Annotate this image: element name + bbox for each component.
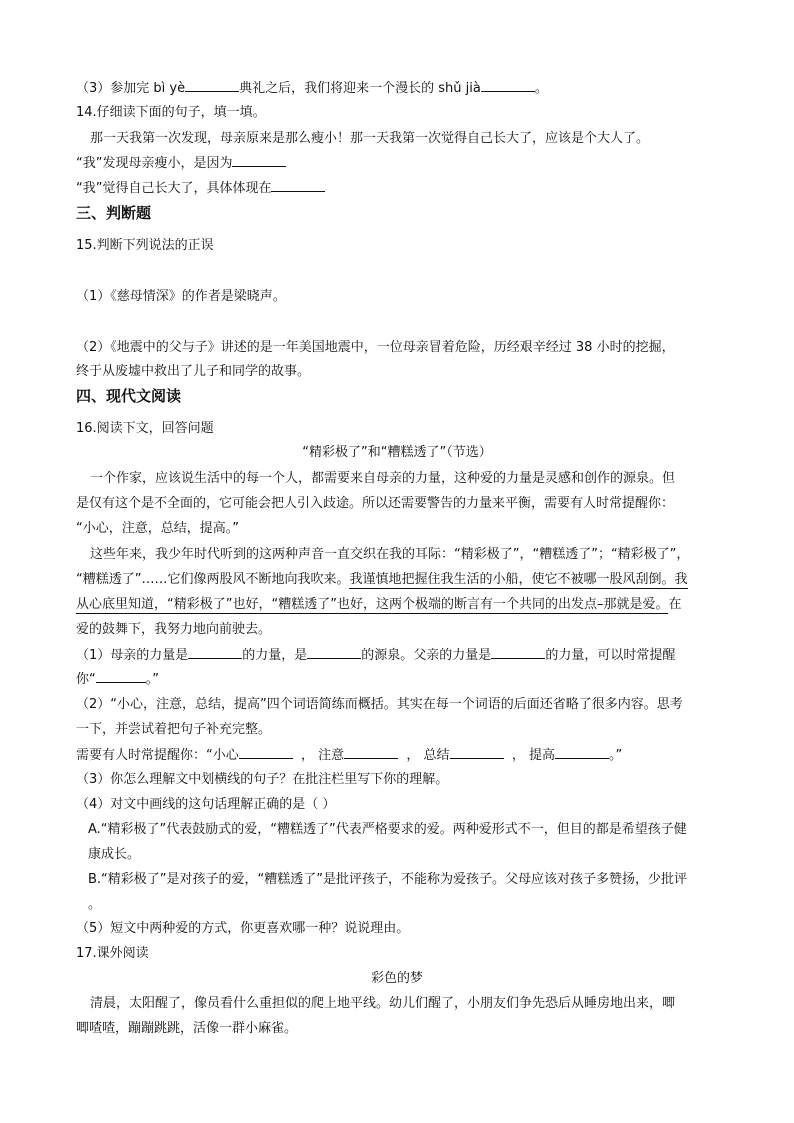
q15-item2-line1: （2）《地震中的父与子》讲述的是一年美国地震中，一位母亲冒着危险，历经艰辛经过 38 小时的挖掘， bbox=[76, 340, 675, 355]
q15-item2-line2: 终于从废墟中救出了儿子和同学的故事。 bbox=[76, 364, 311, 379]
answer-blank[interactable] bbox=[555, 746, 609, 759]
q16-sub1-line2 bbox=[76, 670, 726, 689]
q16-sub1-line1 bbox=[76, 646, 726, 665]
q16-p1-line1: 一个作家，应该说生活中的每一个人，都需要来自母亲的力量，这种爱的力量是灵感和创作的源泉。但 bbox=[90, 471, 676, 486]
answer-blank[interactable] bbox=[96, 670, 146, 683]
q16-sub1-l2-a: 你“ bbox=[76, 672, 96, 687]
q16-p2-line3-end: 在 bbox=[668, 597, 682, 612]
underlined-sentence-cont: 从心底里知道，“精彩极了”也好，“糟糕透了”也好，这两个极端的断言有一个共同的出发点–那就是爱。 bbox=[76, 597, 669, 612]
q17-title: 17.课外阅读 bbox=[76, 946, 149, 961]
section-heading-3: 三、判断题 bbox=[76, 204, 152, 222]
q13-item3 bbox=[76, 79, 726, 98]
underlined-sentence-start: 我 bbox=[674, 572, 688, 587]
q13-item3-text-b: 典礼之后，我们将迎来一个漫长的 shǔ jià bbox=[239, 81, 481, 96]
q16-sub1-text-d: 的力量，可以时常提醒 bbox=[545, 648, 676, 663]
q16-p2-line3 bbox=[76, 596, 726, 614]
answer-blank[interactable] bbox=[232, 154, 286, 167]
q13-item3-text-a: （3）参加完 bì yè bbox=[76, 81, 186, 96]
q16-sub1-l2-b: 。” bbox=[145, 672, 159, 687]
underlined-sentence: 我谨慎地把握住我生活的小船，使它不被哪一股风刮倒。 bbox=[349, 572, 675, 587]
q15-title: 15.判断下列说法的正误 bbox=[76, 238, 214, 253]
q14-line1 bbox=[76, 154, 726, 173]
answer-blank[interactable] bbox=[185, 79, 239, 92]
q16-sub2-l3-a: 需要有人时常提醒你：“小心 bbox=[76, 748, 239, 763]
q16-sub2-l3-b: ， 注意 bbox=[301, 748, 345, 763]
q14-title: 14.仔细读下面的句子，填一填。 bbox=[76, 105, 266, 120]
option-b-line1[interactable]: B.“精彩极了”是对孩子的爱，“糟糕透了”是批评孩子，不能称为爱孩子。父母应该对孩子多赞扬，少批评 bbox=[88, 872, 687, 887]
q17-passage-title: 彩色的梦 bbox=[370, 971, 423, 986]
section-heading-4: 四、现代文阅读 bbox=[76, 387, 182, 405]
q14-line2 bbox=[76, 179, 726, 198]
answer-blank[interactable] bbox=[344, 746, 398, 759]
answer-blank[interactable] bbox=[239, 746, 293, 759]
q16-p2-line1: 这些年来，我少年时代听到的这两种声音一直交织在我的耳际：“精彩极了”，“糟糕透了”；“精彩极了”， bbox=[90, 547, 690, 562]
q17-p1-line2: 唧喳喳，蹦蹦跳跳，活像一群小麻雀。 bbox=[76, 1021, 298, 1036]
q16-sub1-text-b: 的力量，是 bbox=[242, 648, 308, 663]
q17-p1-line1: 清晨，太阳醒了，像员看什么重担似的爬上地平线。幼儿们醒了，小朋友们争先恐后从睡房地出来，唧 bbox=[90, 996, 676, 1011]
option-a-line2: 康成长。 bbox=[88, 847, 141, 862]
q14-line2-text: “我”觉得自己长大了，具体体现在 bbox=[76, 181, 272, 196]
q15-item1: （1）《慈母情深》的作者是梁晓声。 bbox=[76, 289, 286, 304]
q16-sub3: （3）你怎么理解文中划横线的句子？在批注栏里写下你的理解。 bbox=[76, 772, 449, 787]
q16-sub2-l3-e: 。” bbox=[608, 748, 623, 763]
q16-sub2-l3-d: ， 提高 bbox=[511, 748, 555, 763]
answer-blank[interactable] bbox=[481, 79, 535, 92]
answer-blank[interactable] bbox=[307, 646, 361, 659]
q14-line1-text: “我”发现母亲瘦小，是因为 bbox=[76, 156, 233, 171]
q16-title: 16.阅读下文，回答问题 bbox=[76, 421, 214, 436]
answer-blank[interactable] bbox=[271, 179, 325, 192]
answer-blank[interactable] bbox=[450, 746, 504, 759]
option-b-line2: 。 bbox=[88, 897, 102, 912]
q16-sub1-text-c: 的源泉。父亲的力量是 bbox=[361, 648, 492, 663]
q14-quote: 那一天我第一次发现，母亲原来是那么瘦小！那一天我第一次觉得自己长大了，应该是个大人了。 bbox=[90, 131, 650, 146]
q16-p1-line2: 是仅有这个是不全面的，它可能会把人引入歧途。所以还需要警告的力量来平衡，需要有人时常提醒你： bbox=[76, 496, 675, 511]
q16-p2-line4: 爱的鼓舞下，我努力地向前驶去。 bbox=[76, 622, 272, 637]
q16-p2-line2-a: “糟糕透了”……它们像两股风不断地向我吹来。 bbox=[76, 572, 350, 587]
answer-blank[interactable] bbox=[188, 646, 242, 659]
q16-p2-line2 bbox=[76, 571, 726, 589]
q16-sub2-line1: （2）“小心，注意，总结，提高”四个词语简练而概括。其实在每一个词语的后面还省略了很多内容。思考 bbox=[76, 697, 683, 712]
q16-sub5: （5）短文中两种爱的方式，你更喜欢哪一种？说说理由。 bbox=[76, 921, 410, 936]
q16-sub4: （4）对文中画线的这句话理解正确的是（ ） bbox=[76, 797, 336, 812]
q16-p1-line3: “小心，注意，总结，提高。” bbox=[76, 521, 239, 536]
q16-sub2-l3-c: ， 总结 bbox=[406, 748, 450, 763]
option-a-line1[interactable]: A.“精彩极了”代表鼓励式的爱，“糟糕透了”代表严格要求的爱。两种爱形式不一，但目的都是希望孩子健 bbox=[88, 822, 687, 837]
q16-sub2-line3 bbox=[76, 746, 726, 765]
q16-sub1-text-a: （1）母亲的力量是 bbox=[76, 648, 189, 663]
answer-blank[interactable] bbox=[491, 646, 545, 659]
q13-item3-text-c: 。 bbox=[534, 81, 548, 96]
q16-sub2-line2: 一下，并尝试着把句子补充完整。 bbox=[76, 722, 272, 737]
q16-passage-title: “精彩极了”和“糟糕透了”（节选） bbox=[302, 445, 492, 460]
